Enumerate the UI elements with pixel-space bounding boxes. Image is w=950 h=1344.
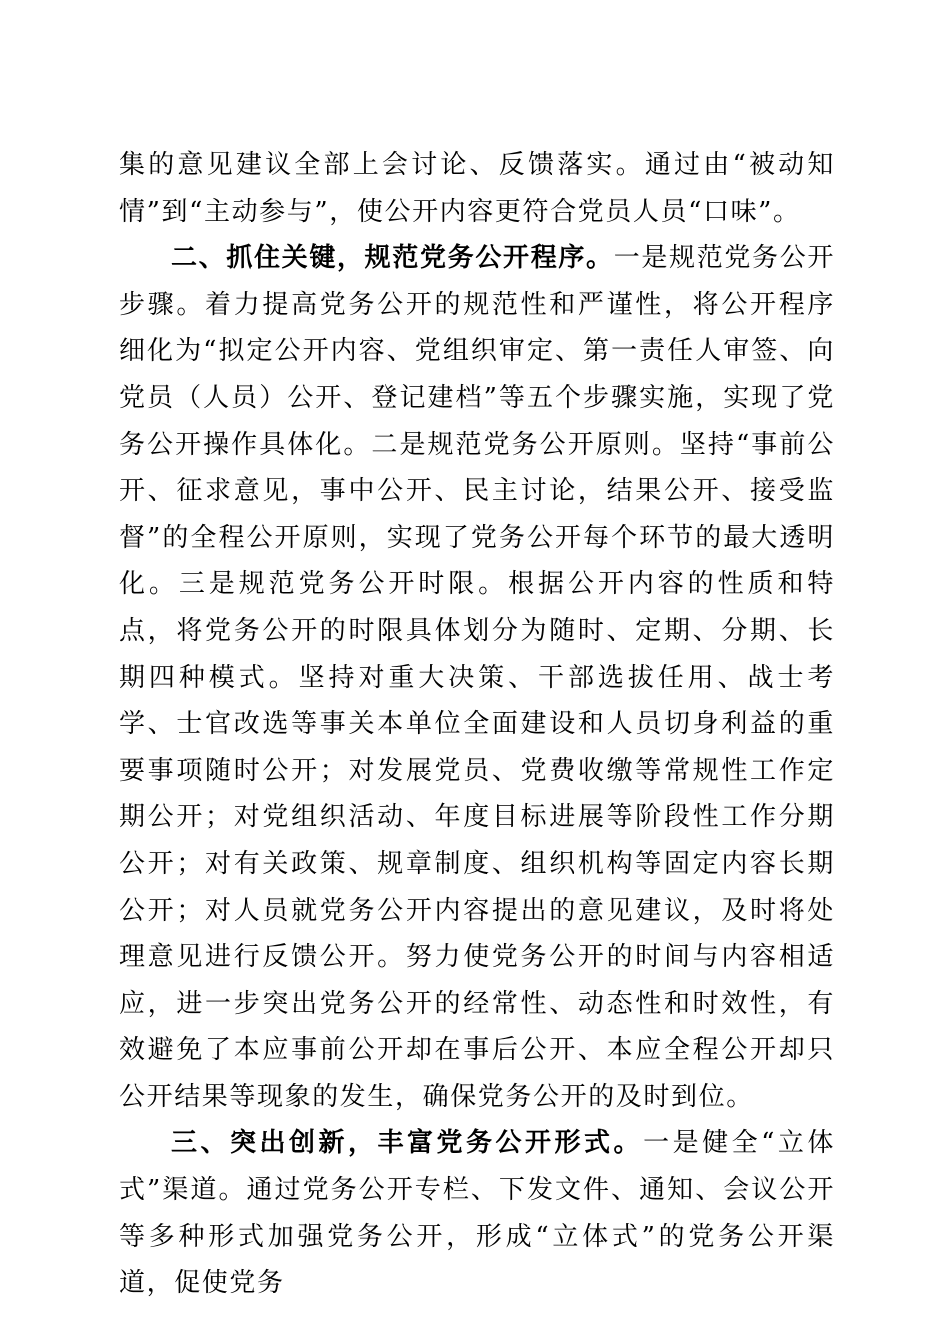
section-heading-2: 二、抓住关键，规范党务公开程序。 — [171, 243, 614, 274]
paragraph-section-2 — [119, 235, 835, 1120]
paragraph-text: 一是健全“立体式”渠道。通过党务公开专栏、下发文件、通知、会议公开等多种形式加强党务公开，形成“立体式”的党务公开渠道，促使党务 — [119, 1128, 835, 1299]
section-heading-3: 三、突出创新，丰富党务公开形式。 — [171, 1128, 644, 1159]
paragraph-text: 一是规范党务公开步骤。着力提高党务公开的规范性和严谨性，将公开程序细化为“拟定公开内容、党组织审定、第一责任人审签、向党员（人员）公开、登记建档”等五个步骤实施，实现了党务公开操作具体化。二是规范党务公开原则。坚持“事前公开、征求意见，事中公开、民主讨论，结果公开、接受监督”的全程公开原则，实现了党务公开每个环节的最大透明化。三是规范党务公开时限。根据公开内容的性质和特点，将党务公开的时限具体划分为随时、定期、分期、长期四种模式。坚持对重大决策、干部选拔任用、战士考学、士官改选等事关本单位全面建设和人员切身利益的重要事项随时公开；对发展党员、党费收缴等常规性工作定期公开；对党组织活动、年度目标进展等阶段性工作分期公开；对有关政策、规章制度、组织机构等固定内容长期公开；对人员就党务公开内容提出的意见建议，及时将处理意见进行反馈公开。努力使党务公开的时间与内容相适应，进一步突出党务公开的经常性、动态性和时效性，有效避免了本应事前公开却在事后公开、本应全程公开却只公开结果等现象的发生，确保党务公开的及时到位。 — [119, 243, 835, 1112]
paragraph-text: 集的意见建议全部上会讨论、反馈落实。通过由“被动知情”到“主动参与”，使公开内容更符合党员人员“口味”。 — [119, 150, 835, 227]
paragraph-continuation — [119, 142, 835, 235]
body-text — [119, 142, 835, 1307]
paragraph-section-3 — [119, 1120, 835, 1306]
